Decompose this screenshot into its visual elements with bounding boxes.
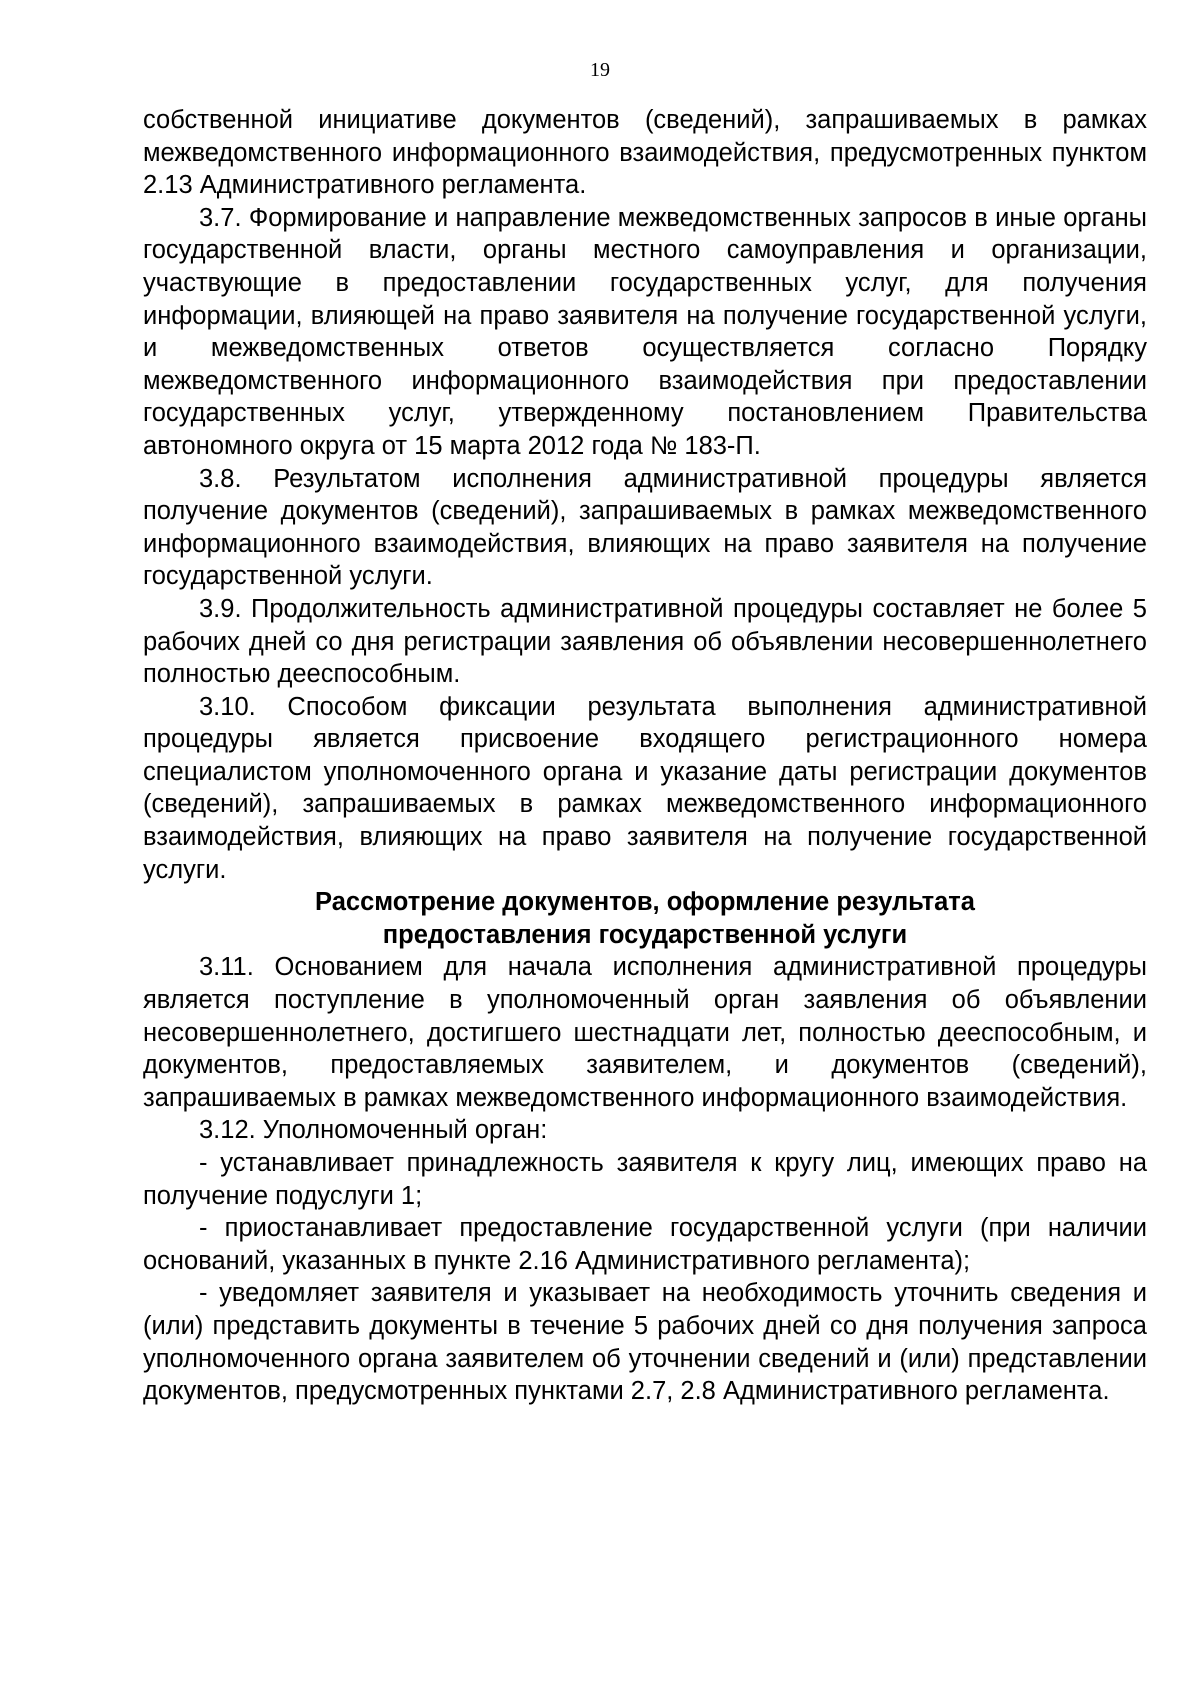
section-heading-line-1: Рассмотрение документов, оформление результата bbox=[315, 888, 975, 917]
paragraph-3-12: 3.12. Уполномоченный орган: bbox=[199, 1116, 548, 1145]
list-item-suspends: - приостанавливает предоставление государственной услуги (при наличии оснований, указанных в пункте 2.16 Административного регламента); bbox=[143, 1214, 1147, 1275]
paragraph-3-7: 3.7. Формирование и направление межведомственных запросов в иные органы государственной власти, органы местного самоуправления и организации, участвующие в предоставлении государственных услуг, для получения информации, влияющей на право заявителя на получение государственной услуги, и межведомственных ответов осуществляется согласно Порядку межведомственного информационного взаимодействия при предоставлении государственных услуг, утвержденному постановлением Правительства автономного округа от 15 марта 2012 года № 183-П. bbox=[143, 203, 1147, 460]
paragraph-3-9: 3.9. Продолжительность административной процедуры составляет не более 5 рабочих дней со дня регистрации заявления об объявлении несовершеннолетнего полностью дееспособным. bbox=[143, 594, 1147, 689]
section-heading-line-2: предоставления государственной услуги bbox=[382, 920, 908, 949]
page-number: 19 bbox=[590, 59, 610, 81]
document-body bbox=[143, 104, 1147, 1408]
paragraph-3-11: 3.11. Основанием для начала исполнения административной процедуры является поступление в уполномоченный орган заявления об объявлении несовершеннолетнего, достигшего шестнадцати лет, полностью дееспособным, и документов, предоставляемых заявителем, и документов (сведений), запрашиваемых в рамках межведомственного информационного взаимодействия. bbox=[143, 953, 1147, 1112]
paragraph-continuation: собственной инициативе документов (сведений), запрашиваемых в рамках межведомственного информационного взаимодействия, предусмотренных пунктом 2.13 Административного регламента. bbox=[143, 106, 1147, 200]
section-heading bbox=[143, 886, 1147, 951]
paragraph-3-8: 3.8. Результатом исполнения административной процедуры является получение документов (сведений), запрашиваемых в рамках межведомственного информационного взаимодействия, влияющих на право заявителя на получение государственной услуги. bbox=[143, 464, 1147, 591]
list-item-establishes: - устанавливает принадлежность заявителя к кругу лиц, имеющих право на получение подуслуги 1; bbox=[143, 1149, 1147, 1210]
paragraph-3-10: 3.10. Способом фиксации результата выполнения административной процедуры является присвоение входящего регистрационного номера специалистом уполномоченного органа и указание даты регистрации документов (сведений), запрашиваемых в рамках межведомственного информационного взаимодействия, влияющих на право заявителя на получение государственной услуги. bbox=[143, 692, 1147, 884]
list-item-notifies: - уведомляет заявителя и указывает на необходимость уточнить сведения и (или) представить документы в течение 5 рабочих дней со дня получения запроса уполномоченного органа заявителем об уточнении сведений и (или) представлении документов, предусмотренных пунктами 2.7, 2.8 Административного регламента. bbox=[143, 1279, 1147, 1406]
